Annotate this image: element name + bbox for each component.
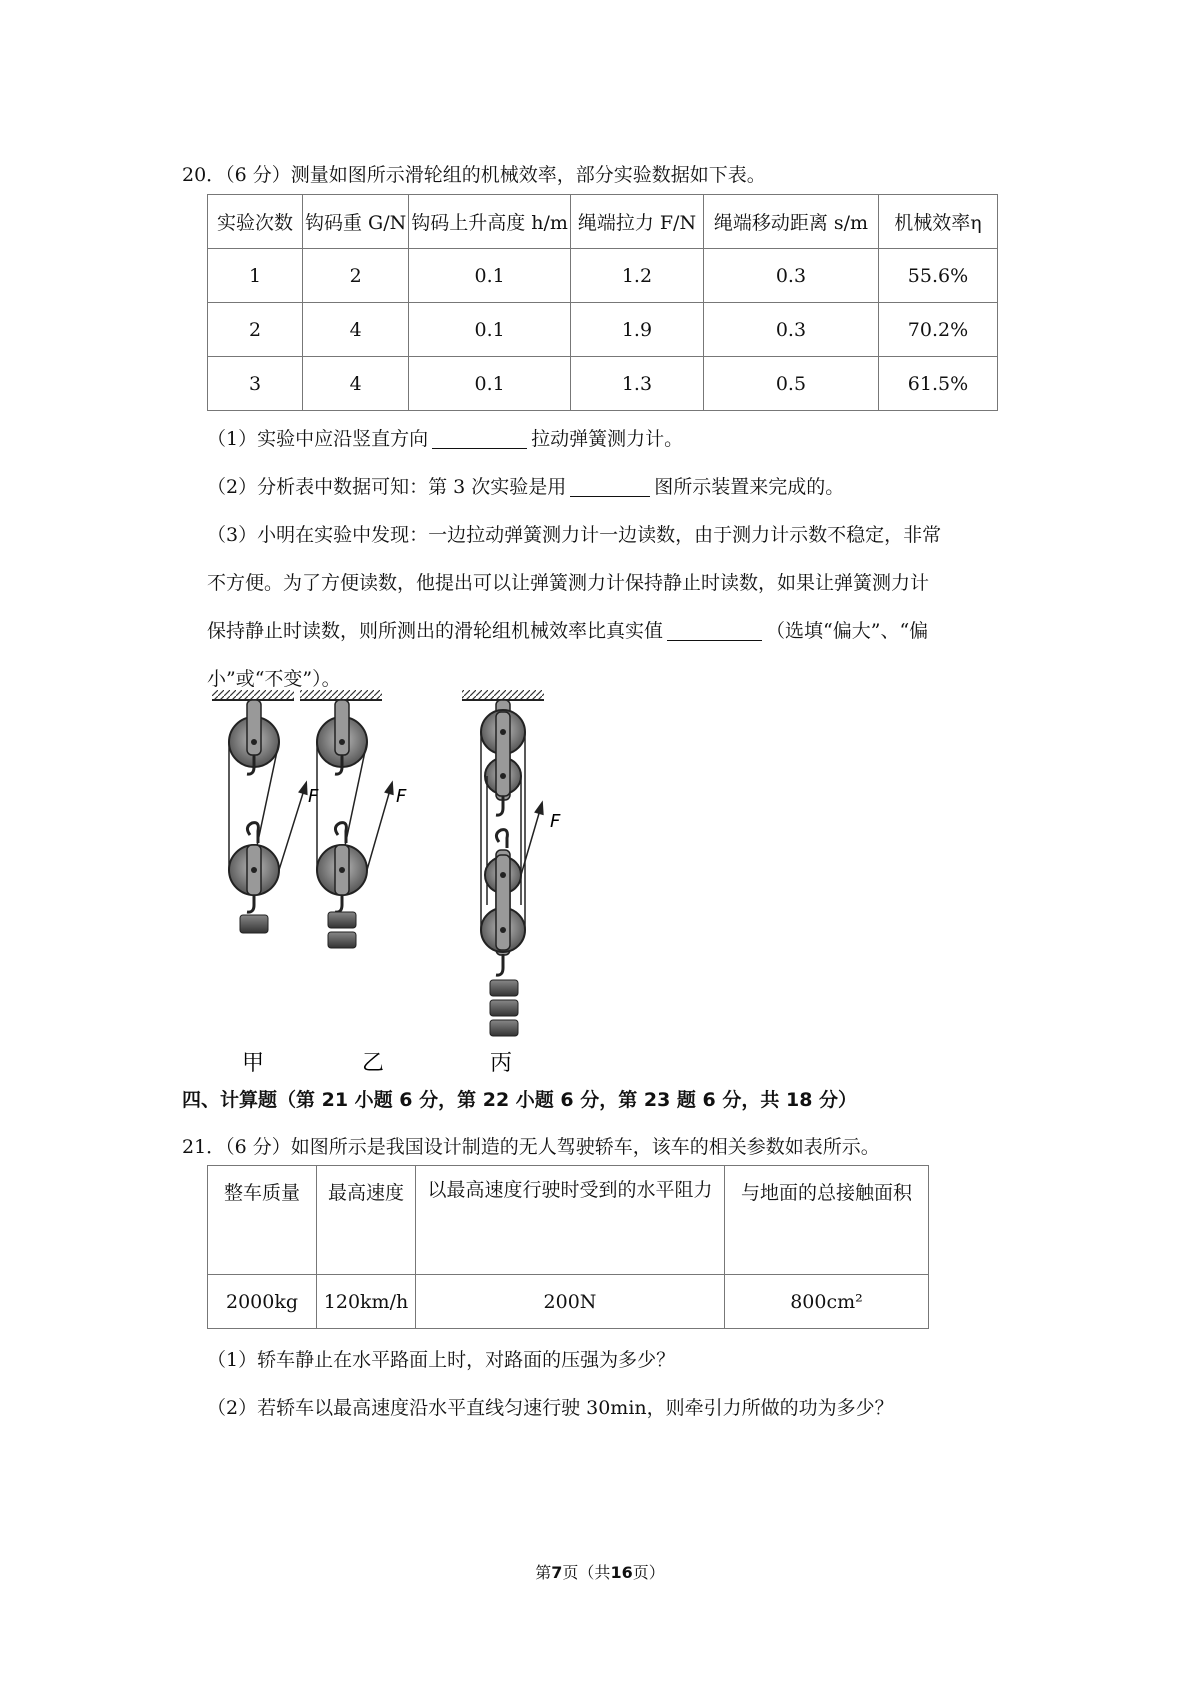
table-cell: 120km/h xyxy=(317,1275,416,1329)
q20-part3-line1: （3）小明在实验中发现：一边拉动弹簧测力计一边读数，由于测力计示数不稳定，非常 xyxy=(207,524,942,546)
header-cell: 最高速度 xyxy=(317,1166,416,1275)
q20-part1 xyxy=(207,424,683,451)
pulley-setup-yi xyxy=(300,690,398,948)
force-label: F xyxy=(396,786,407,807)
q20-part3-text: 保持静止时读数，则所测出的滑轮组机械效率比真实值 xyxy=(207,620,664,642)
table-header-row xyxy=(208,195,998,249)
page-footer xyxy=(0,1560,1200,1583)
answer-blank xyxy=(570,476,650,497)
table-cell: 0.1 xyxy=(409,357,571,411)
table-cell: 2 xyxy=(208,303,303,357)
table-cell: 0.5 xyxy=(703,357,878,411)
table-cell: 61.5% xyxy=(878,357,997,411)
pulley-figure xyxy=(200,690,580,1075)
q20-part2-text-end: 图所示装置来完成的。 xyxy=(654,476,845,498)
q20-part3-text-end: （选填“偏大”、“偏 xyxy=(766,620,929,642)
q20-part2 xyxy=(207,472,844,499)
table-cell: 4 xyxy=(303,357,409,411)
header-cell: 绳端移动距离 s/m xyxy=(703,195,878,249)
q20-part3-line4: 小”或“不变”）。 xyxy=(207,668,341,690)
answer-blank xyxy=(432,428,527,449)
footer-text: 第 xyxy=(535,1563,552,1582)
figure-label-jia: 甲 xyxy=(242,1051,265,1075)
q21-param-table xyxy=(207,1165,929,1329)
table-cell: 1.3 xyxy=(570,357,703,411)
table-cell: 200N xyxy=(416,1275,725,1329)
q20-part1-text: （1）实验中应沿竖直方向 xyxy=(207,428,429,450)
figure-label-yi: 乙 xyxy=(362,1051,385,1075)
footer-text: 页） xyxy=(632,1563,665,1582)
table-cell: 0.3 xyxy=(703,249,878,303)
table-row xyxy=(208,357,998,411)
table-row xyxy=(208,249,998,303)
table-cell: 3 xyxy=(208,357,303,411)
header-cell: 钩码重 G/N xyxy=(303,195,409,249)
pulley-setup-bing xyxy=(462,690,548,1036)
table-cell: 2000kg xyxy=(208,1275,317,1329)
header-cell: 以最高速度行驶时受到的水平阻力 xyxy=(416,1166,725,1275)
table-cell: 0.1 xyxy=(409,303,571,357)
table-cell: 1 xyxy=(208,249,303,303)
table-cell: 0.3 xyxy=(703,303,878,357)
footer-text: 页（共 xyxy=(562,1563,611,1582)
force-label: F xyxy=(550,811,561,832)
header-cell: 实验次数 xyxy=(208,195,303,249)
table-cell: 2 xyxy=(303,249,409,303)
pulley-setup-jia xyxy=(212,690,312,933)
answer-blank xyxy=(667,620,762,641)
q20-part3-line3 xyxy=(207,616,928,643)
q20-part1-text-end: 拉动弹簧测力计。 xyxy=(531,428,684,450)
table-cell: 4 xyxy=(303,303,409,357)
table-cell: 1.9 xyxy=(570,303,703,357)
header-cell: 钩码上升高度 h/m xyxy=(409,195,571,249)
q20-data-table xyxy=(207,194,998,411)
page-total: 16 xyxy=(610,1563,633,1582)
figure-label-bing: 丙 xyxy=(490,1051,513,1075)
page-number: 7 xyxy=(551,1563,563,1582)
q21-title: 21．（6 分）如图所示是我国设计制造的无人驾驶轿车，该车的相关参数如表所示。 xyxy=(182,1136,880,1158)
q20-title: 20．（6 分）测量如图所示滑轮组的机械效率，部分实验数据如下表。 xyxy=(182,164,766,186)
table-cell: 0.1 xyxy=(409,249,571,303)
q21-part1: （1）轿车静止在水平路面上时，对路面的压强为多少？ xyxy=(207,1349,676,1371)
header-cell: 整车质量 xyxy=(208,1166,317,1275)
header-cell: 绳端拉力 F/N xyxy=(570,195,703,249)
header-cell: 与地面的总接触面积 xyxy=(725,1166,929,1275)
table-cell: 1.2 xyxy=(570,249,703,303)
table-row xyxy=(208,1275,929,1329)
section-heading: 四、计算题（第 21 小题 6 分，第 22 小题 6 分，第 23 题 6 分，共 18 分） xyxy=(182,1089,858,1111)
force-label: F xyxy=(308,786,319,807)
q20-part2-text: （2）分析表中数据可知：第 3 次实验是用 xyxy=(207,476,567,498)
table-cell: 800cm² xyxy=(725,1275,929,1329)
header-cell: 机械效率η xyxy=(878,195,997,249)
q20-part3-line2: 不方便。为了方便读数，他提出可以让弹簧测力计保持静止时读数，如果让弹簧测力计 xyxy=(207,572,930,594)
q21-part2: （2）若轿车以最高速度沿水平直线匀速行驶 30min，则牵引力所做的功为多少？ xyxy=(207,1397,894,1419)
table-header-row xyxy=(208,1166,929,1275)
table-cell: 70.2% xyxy=(878,303,997,357)
table-row xyxy=(208,303,998,357)
table-cell: 55.6% xyxy=(878,249,997,303)
